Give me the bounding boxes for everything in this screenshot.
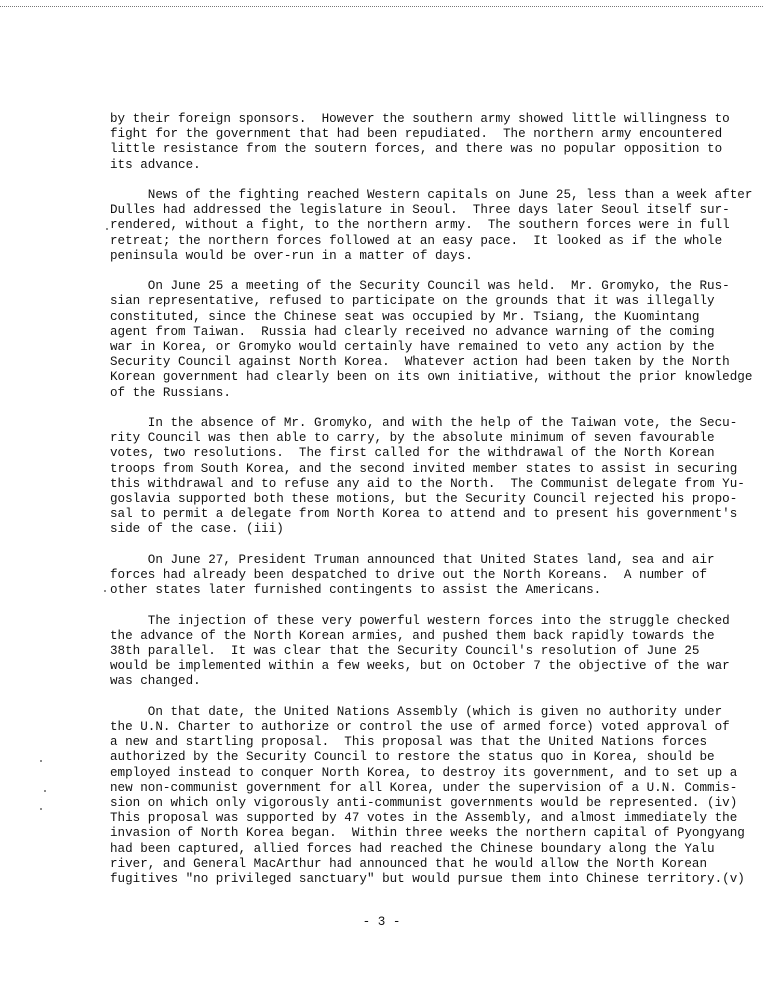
text-line: river, and General MacArthur had announced that he would allow the North Korean (110, 856, 708, 871)
text-line: side of the case. (iii) (110, 522, 284, 537)
paragraph (110, 553, 754, 599)
text-line: would be implemented within a few weeks, but on October 7 the objective of the war (110, 659, 730, 674)
text-line: peninsula would be over-run in a matter of days. (110, 248, 473, 263)
text-line: On June 27, President Truman announced that United States land, sea and air (110, 552, 715, 567)
text-line: votes, two resolutions. The first called for the withdrawal of the North Korean (110, 446, 715, 461)
scan-speck (40, 808, 42, 810)
paragraph (110, 614, 754, 690)
paragraph (110, 416, 754, 538)
paragraph-container (110, 112, 754, 887)
paragraph (110, 705, 754, 887)
scan-speck (44, 790, 46, 792)
text-line: was changed. (110, 674, 201, 689)
text-line: fugitives "no privileged sanctuary" but would pursue them into Chinese territory.(v) (110, 872, 745, 887)
text-line: rity Council was then able to carry, by the absolute minimum of seven favourable (110, 431, 715, 446)
text-line: constituted, since the Chinese seat was occupied by Mr. Tsiang, the Kuomintang (110, 309, 700, 324)
text-line: this withdrawal and to refuse any aid to the North. The Communist delegate from Yu- (110, 476, 745, 491)
text-line: by their foreign sponsors. However the southern army showed little willingness to (110, 112, 730, 126)
text-line: the U.N. Charter to authorize or control the use of armed force) voted approval of (110, 720, 730, 735)
text-line: invasion of North Korea began. Within three weeks the northern capital of Pyongyang (110, 826, 745, 841)
text-line: fight for the government that had been repudiated. The northern army encountered (110, 127, 723, 142)
text-line: a new and startling proposal. This proposal was that the United Nations forces (110, 735, 708, 750)
text-line: News of the fighting reached Western capitals on June 25, less than a week after (110, 188, 753, 202)
scan-speck (40, 760, 42, 762)
text-line: of the Russians. (110, 385, 231, 400)
text-line: war in Korea, or Gromyko would certainly have remained to veto any action by the (110, 340, 715, 355)
top-scan-border (0, 6, 763, 7)
paragraph (110, 279, 754, 401)
text-line: On that date, the United Nations Assembly (which is given no authority under (110, 704, 723, 719)
text-line: retreat; the northern forces followed at an easy pace. It looked as if the whole (110, 233, 723, 248)
text-line: its advance. (110, 157, 201, 172)
text-line: sian representative, refused to participate on the grounds that it was illegally (110, 294, 715, 309)
text-line: Korean government had clearly been on its own initiative, without the prior knowledge (110, 370, 753, 385)
text-line: Security Council against North Korea. Whatever action had been taken by the North (110, 355, 730, 370)
document-body (110, 112, 754, 902)
scan-speck (104, 590, 106, 592)
text-line: goslavia supported both these motions, but the Security Council rejected his propo- (110, 492, 738, 507)
text-line: This proposal was supported by 47 votes in the Assembly, and almost immediately the (110, 811, 738, 826)
text-line: forces had already been despatched to drive out the North Koreans. A number of (110, 568, 708, 583)
text-line: agent from Taiwan. Russia had clearly received no advance warning of the coming (110, 324, 715, 339)
text-line: Dulles had addressed the legislature in Seoul. Three days later Seoul itself sur- (110, 203, 730, 218)
text-line: had been captured, allied forces had reached the Chinese boundary along the Yalu (110, 841, 715, 856)
text-line: sion on which only vigorously anti-communist governments would be represented. (iv) (110, 796, 738, 811)
text-line: 38th parallel. It was clear that the Security Council's resolution of June 25 (110, 644, 700, 659)
text-line: the advance of the North Korean armies, and pushed them back rapidly towards the (110, 628, 715, 643)
paragraph (110, 112, 754, 173)
text-line: employed instead to conquer North Korea, to destroy its government, and to set up a (110, 765, 738, 780)
text-line: rendered, without a fight, to the northern army. The southern forces were in full (110, 218, 730, 233)
page-number: - 3 - (362, 915, 401, 929)
text-line: The injection of these very powerful western forces into the struggle checked (110, 613, 730, 628)
scan-speck (106, 228, 108, 230)
text-line: new non-communist government for all Korea, under the supervision of a U.N. Commis- (110, 780, 738, 795)
text-line: authorized by the Security Council to restore the status quo in Korea, should be (110, 750, 715, 765)
text-line: On June 25 a meeting of the Security Council was held. Mr. Gromyko, the Rus- (110, 279, 730, 294)
text-line: other states later furnished contingents to assist the Americans. (110, 583, 602, 598)
paragraph (110, 188, 754, 264)
text-line: troops from South Korea, and the second invited member states to assist in securing (110, 461, 738, 476)
text-line: In the absence of Mr. Gromyko, and with the help of the Taiwan vote, the Secu- (110, 416, 738, 431)
text-line: sal to permit a delegate from North Korea to attend and to present his government's (110, 507, 738, 522)
text-line: little resistance from the soutern forces, and there was no popular opposition to (110, 142, 723, 157)
